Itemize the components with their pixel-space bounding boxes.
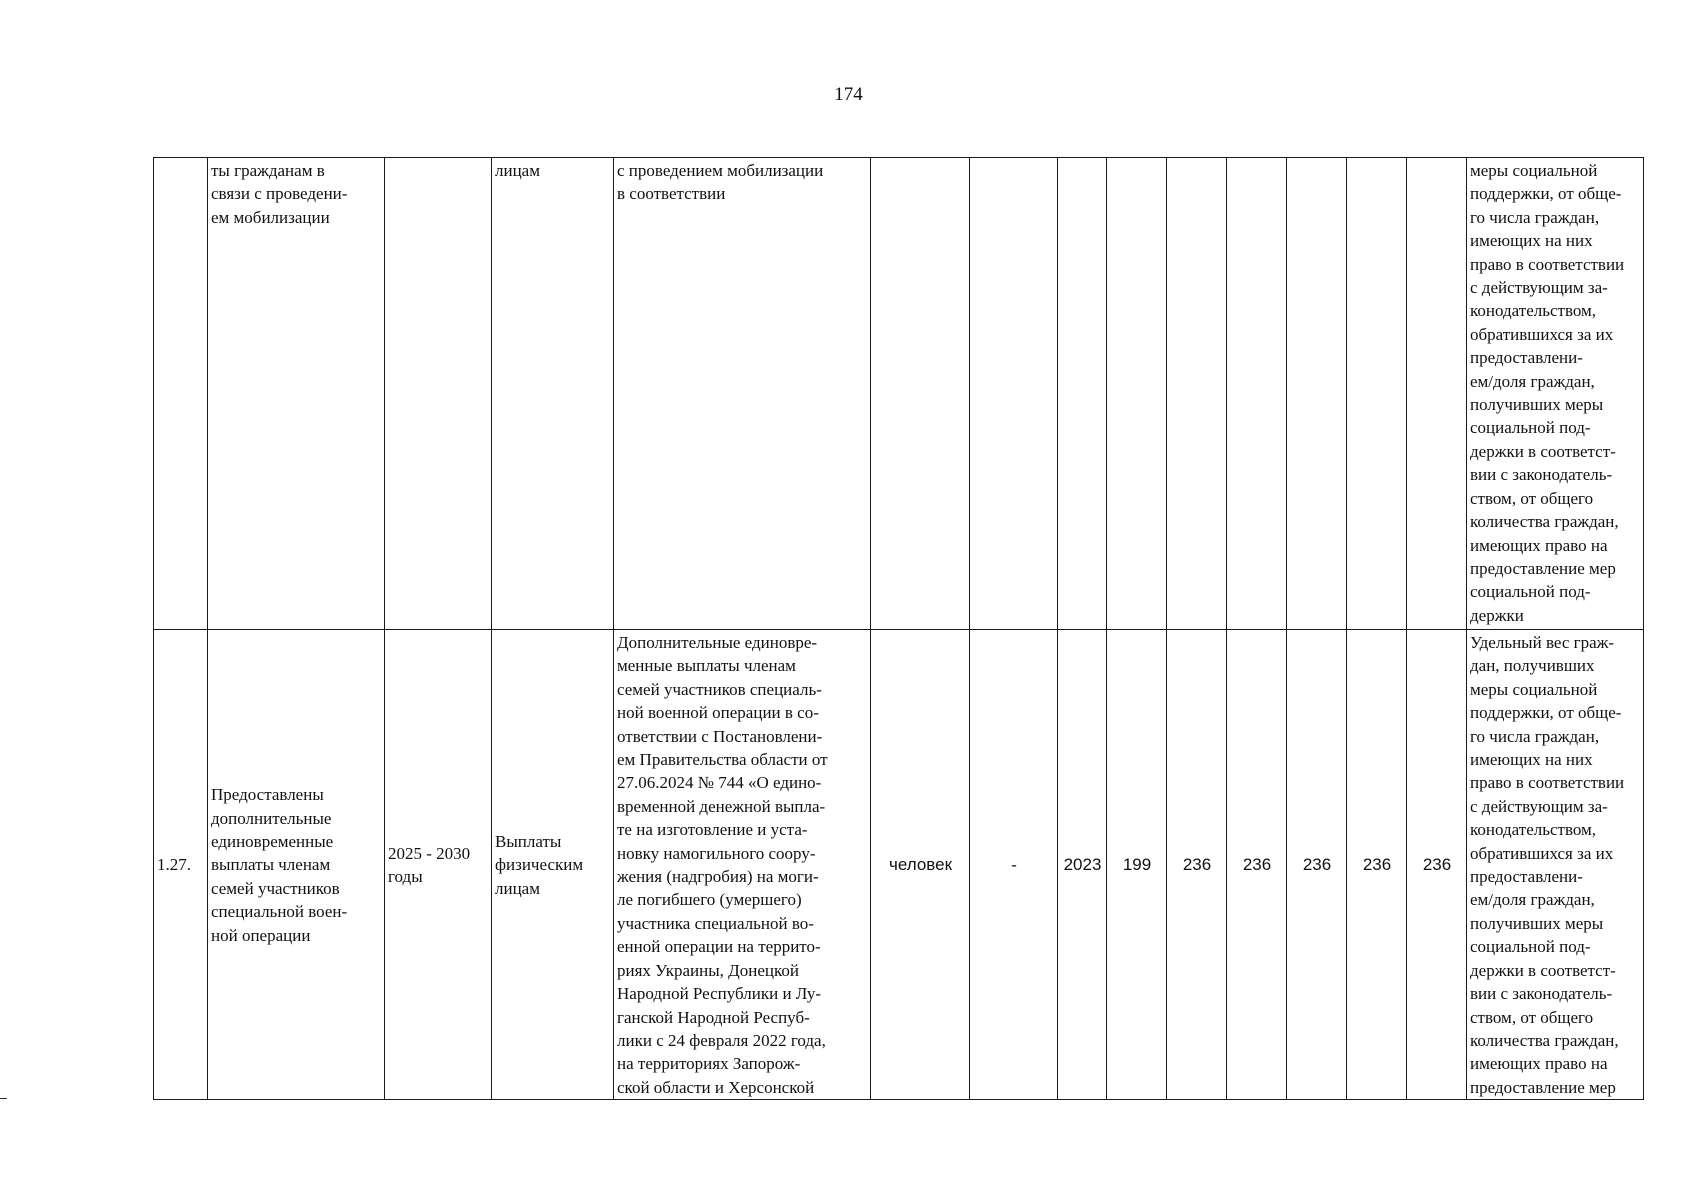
value-cell: 236 bbox=[1407, 630, 1467, 1100]
indicator-cell: Удельный вес граж- дан, получивших меры социальной поддержки, от обще- го числа граждан, имеющих на них право в соответствии с действующим за- конодательством, обратившихся за их предоставлени- ем/доля граждан, получивших меры социальной под- держки в соответст- вии с законодатель- ством, от общего количества граждан, имеющих право на предоставление мер bbox=[1467, 630, 1644, 1100]
value-cell: 236 bbox=[1227, 630, 1287, 1100]
table-row bbox=[154, 158, 1644, 630]
value-cell bbox=[1347, 158, 1407, 630]
value-cell bbox=[1167, 158, 1227, 630]
unit-cell bbox=[871, 158, 970, 630]
row-number-cell bbox=[154, 158, 208, 630]
value-cell: 236 bbox=[1167, 630, 1227, 1100]
value-cell: 199 bbox=[1107, 630, 1167, 1100]
payment-type-cell: лицам bbox=[492, 158, 614, 630]
base-value-cell: - bbox=[970, 630, 1058, 1100]
table-row bbox=[154, 630, 1644, 1100]
base-value-cell bbox=[970, 158, 1058, 630]
result-cell: Предоставлены дополнительные единовременные выплаты членам семей участников специальной воен- ной операции bbox=[208, 630, 385, 1100]
indicator-cell: меры социальной поддержки, от обще- го числа граждан, имеющих на них право в соответствии с действующим за- конодательством, обратившихся за их предоставлени- ем/доля граждан, получивших меры социальной под- держки в соответст- вии с законодатель- ством, от общего количества граждан, имеющих право на предоставление мер социальной под- держки bbox=[1467, 158, 1644, 630]
value-cell: 236 bbox=[1347, 630, 1407, 1100]
value-cell bbox=[1287, 158, 1347, 630]
description-cell: Дополнительные единовре- менные выплаты членам семей участников специаль- ной военной операции в со- ответствии с Постановлени- ем Правительства области от 27.06.2024 № 744 «О едино- временной денежной выпла- те на изготовление и уста- новку намогильного соору- жения (надгробия) на моги- ле погибшего (умершего) участника специальной во- енной операции на террито- риях Украины, Донецкой Народной Республики и Лу- ганской Народной Респуб- лики с 24 февраля 2022 года, на территориях Запорож- ской области и Херсонской bbox=[614, 630, 871, 1100]
period-cell bbox=[385, 158, 492, 630]
payment-type-cell: Выплаты физическим лицам bbox=[492, 630, 614, 1100]
value-cell bbox=[1227, 158, 1287, 630]
value-cell bbox=[1107, 158, 1167, 630]
value-cell bbox=[1407, 158, 1467, 630]
result-cell: ты гражданам в связи с проведени- ем мобилизации bbox=[208, 158, 385, 630]
row-number-cell: 1.27. bbox=[154, 630, 208, 1100]
value-cell: 236 bbox=[1287, 630, 1347, 1100]
description-cell: с проведением мобилизации в соответствии bbox=[614, 158, 871, 630]
base-year-cell: 2023 bbox=[1058, 630, 1107, 1100]
margin-mark bbox=[0, 1098, 7, 1099]
measures-table bbox=[153, 157, 1644, 1100]
period-cell: 2025 - 2030 годы bbox=[385, 630, 492, 1100]
unit-cell: человек bbox=[871, 630, 970, 1100]
page-number: 174 bbox=[834, 84, 863, 105]
base-year-cell bbox=[1058, 158, 1107, 630]
